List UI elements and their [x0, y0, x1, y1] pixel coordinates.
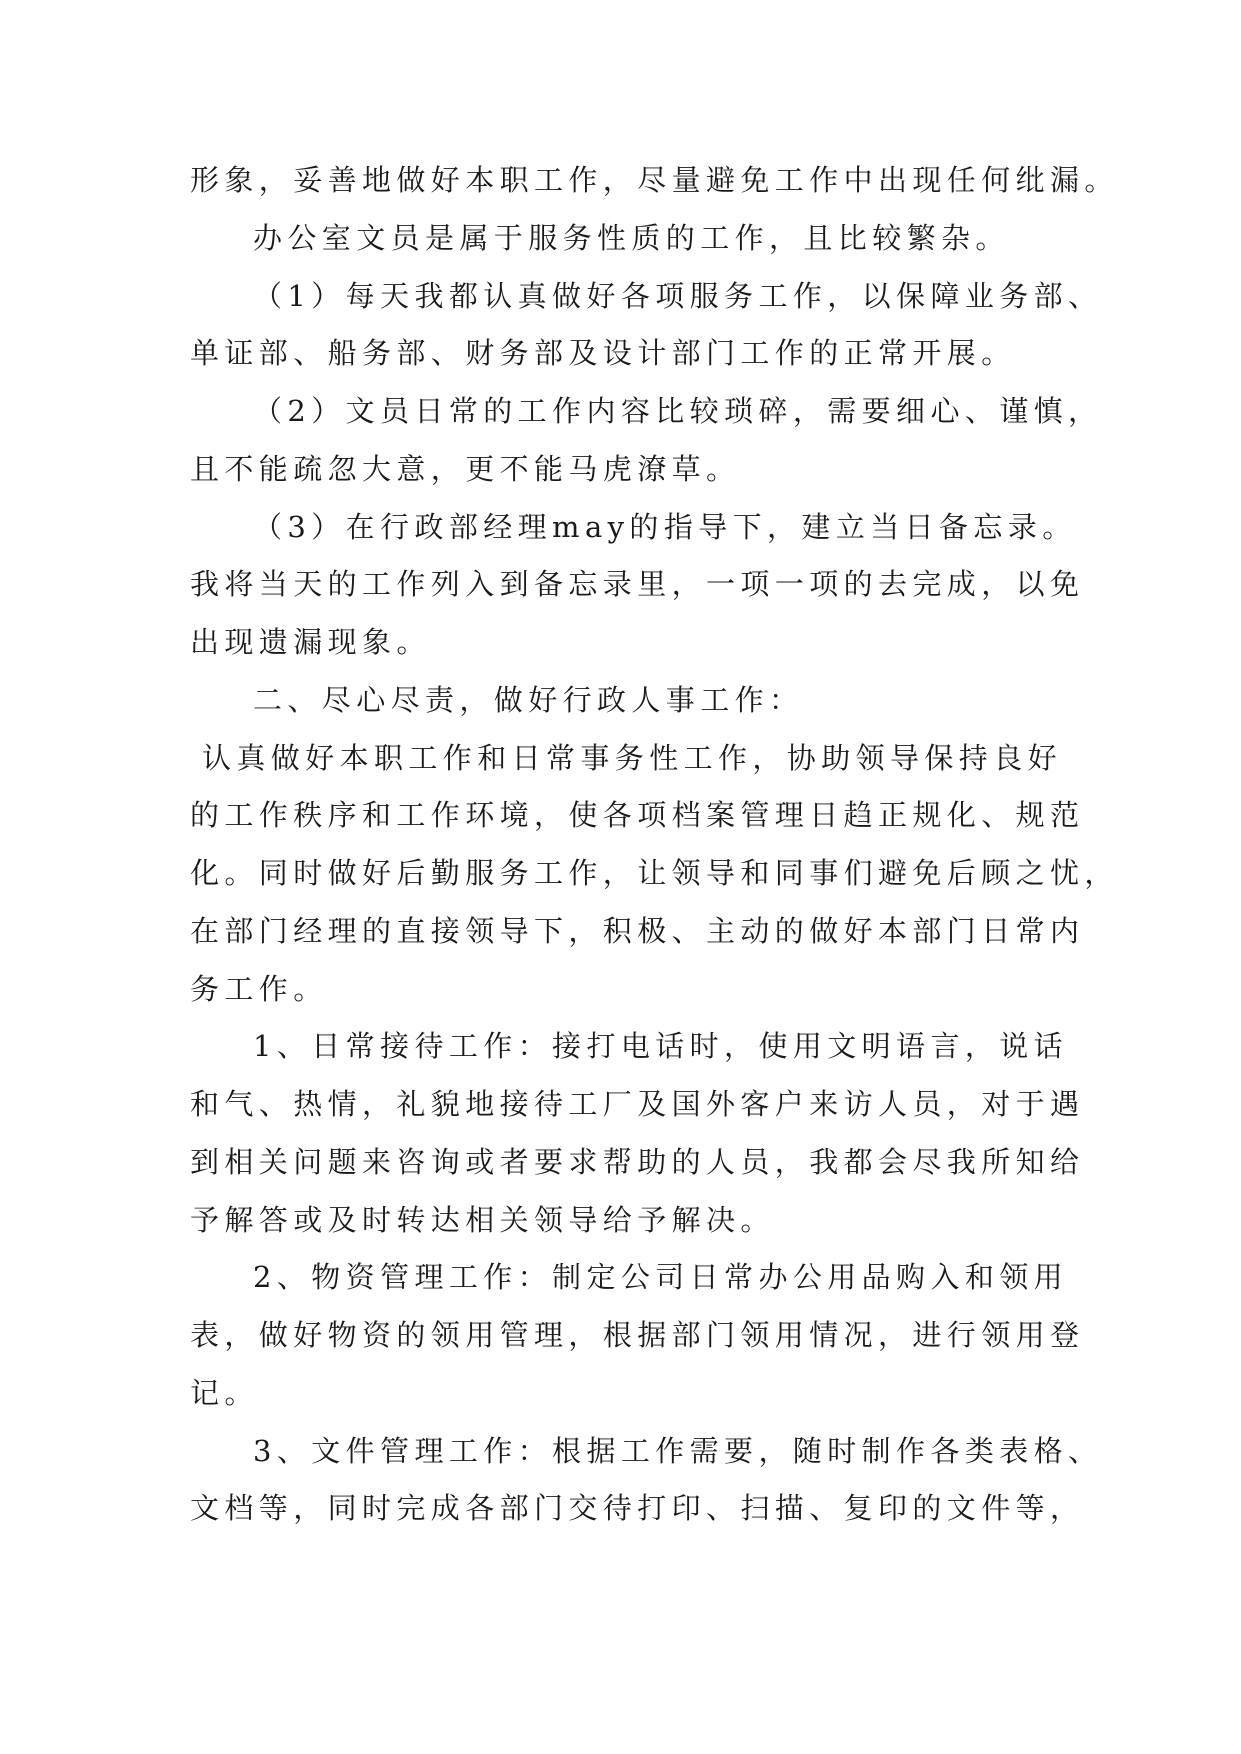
text-line: 化。同时做好后勤服务工作，让领导和同事们避免后顾之忧，: [190, 856, 1119, 890]
text-line: （3）在行政部经理may的指导下，建立当日备忘录。: [253, 510, 1077, 544]
text-line: 和气、热情，礼貌地接待工厂及国外客户来访人员，对于遇: [190, 1087, 1085, 1121]
section-heading: 二、尽心尽责，做好行政人事工作：: [253, 683, 804, 717]
text-line: 办公室文员是属于服务性质的工作，且比较繁杂。: [253, 221, 1010, 255]
text-line: 务工作。: [190, 972, 328, 1006]
text-line: 予解答或及时转达相关领导给予解决。: [190, 1203, 775, 1237]
text-line: 在部门经理的直接领导下，积极、主动的做好本部门日常内: [190, 914, 1085, 948]
text-line: 记。: [190, 1376, 259, 1410]
text-line: 文档等，同时完成各部门交待打印、扫描、复印的文件等，: [190, 1491, 1085, 1525]
text-line: （1）每天我都认真做好各项服务工作，以保障业务部、: [253, 279, 1103, 313]
text-line: 我将当天的工作列入到备忘录里，一项一项的去完成，以免: [190, 567, 1085, 601]
text-line: 1、日常接待工作：接打电话时，使用文明语言，说话: [253, 1029, 1069, 1063]
text-line: 2、物资管理工作：制定公司日常办公用品购入和领用: [253, 1260, 1069, 1294]
text-line: 到相关问题来咨询或者要求帮助的人员，我都会尽我所知给: [190, 1145, 1085, 1179]
text-line: 表，做好物资的领用管理，根据部门领用情况，进行领用登: [190, 1318, 1085, 1352]
text-line: 的工作秩序和工作环境，使各项档案管理日趋正规化、规范: [190, 798, 1085, 832]
text-line: 出现遗漏现象。: [190, 625, 431, 659]
text-line: （2）文员日常的工作内容比较琐碎，需要细心、谨慎，: [253, 394, 1103, 428]
text-line: 3、文件管理工作：根据工作需要，随时制作各类表格、: [253, 1434, 1103, 1468]
text-line: 认真做好本职工作和日常事务性工作，协助领导保持良好: [202, 741, 1063, 775]
text-line: 单证部、船务部、财务部及设计部门工作的正常开展。: [190, 336, 1016, 370]
text-line: 且不能疏忽大意，更不能马虎潦草。: [190, 452, 741, 486]
text-line: 形象，妥善地做好本职工作，尽量避免工作中出现任何纰漏。: [190, 163, 1119, 197]
